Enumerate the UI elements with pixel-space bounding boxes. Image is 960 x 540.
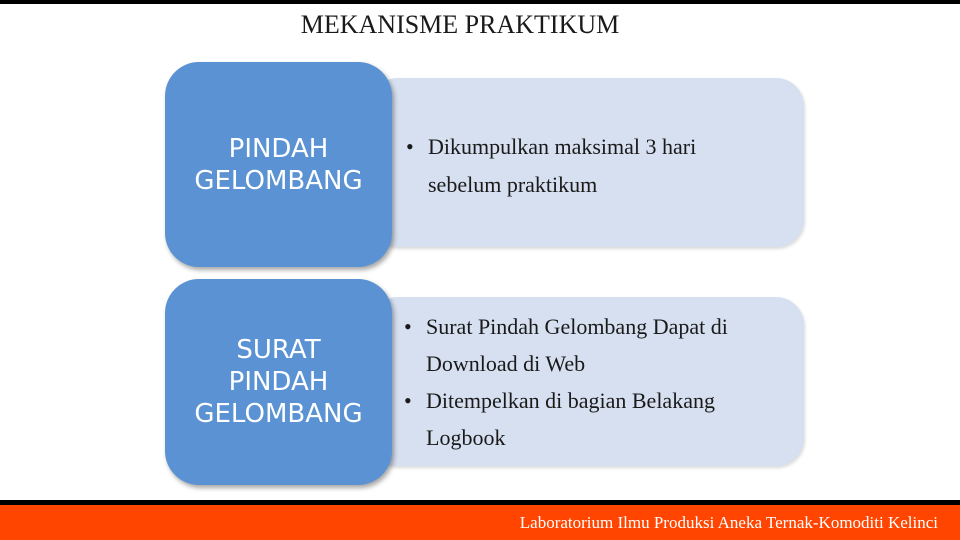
bullet-item: • Dikumpulkan maksimal 3 hari sebelum praktikum xyxy=(406,128,696,204)
footer-bar xyxy=(0,505,960,540)
label-box xyxy=(165,279,392,485)
bullet-list xyxy=(406,128,696,204)
label-text: SURAT PINDAH GELOMBANG xyxy=(194,335,363,429)
label-text: PINDAH GELOMBANG xyxy=(194,133,363,196)
slide-title: MEKANISME PRAKTIKUM xyxy=(300,10,620,39)
bullet-list xyxy=(404,308,728,456)
bullet-item: • Surat Pindah Gelombang Dapat di Download di Web xyxy=(404,308,728,382)
top-border xyxy=(0,0,960,4)
label-box xyxy=(165,62,392,267)
footer-text: Laboratorium Ilmu Produksi Aneka Ternak-Komoditi Kelinci xyxy=(519,513,938,532)
bullet-item: • Ditempelkan di bagian Belakang Logbook xyxy=(404,382,728,456)
